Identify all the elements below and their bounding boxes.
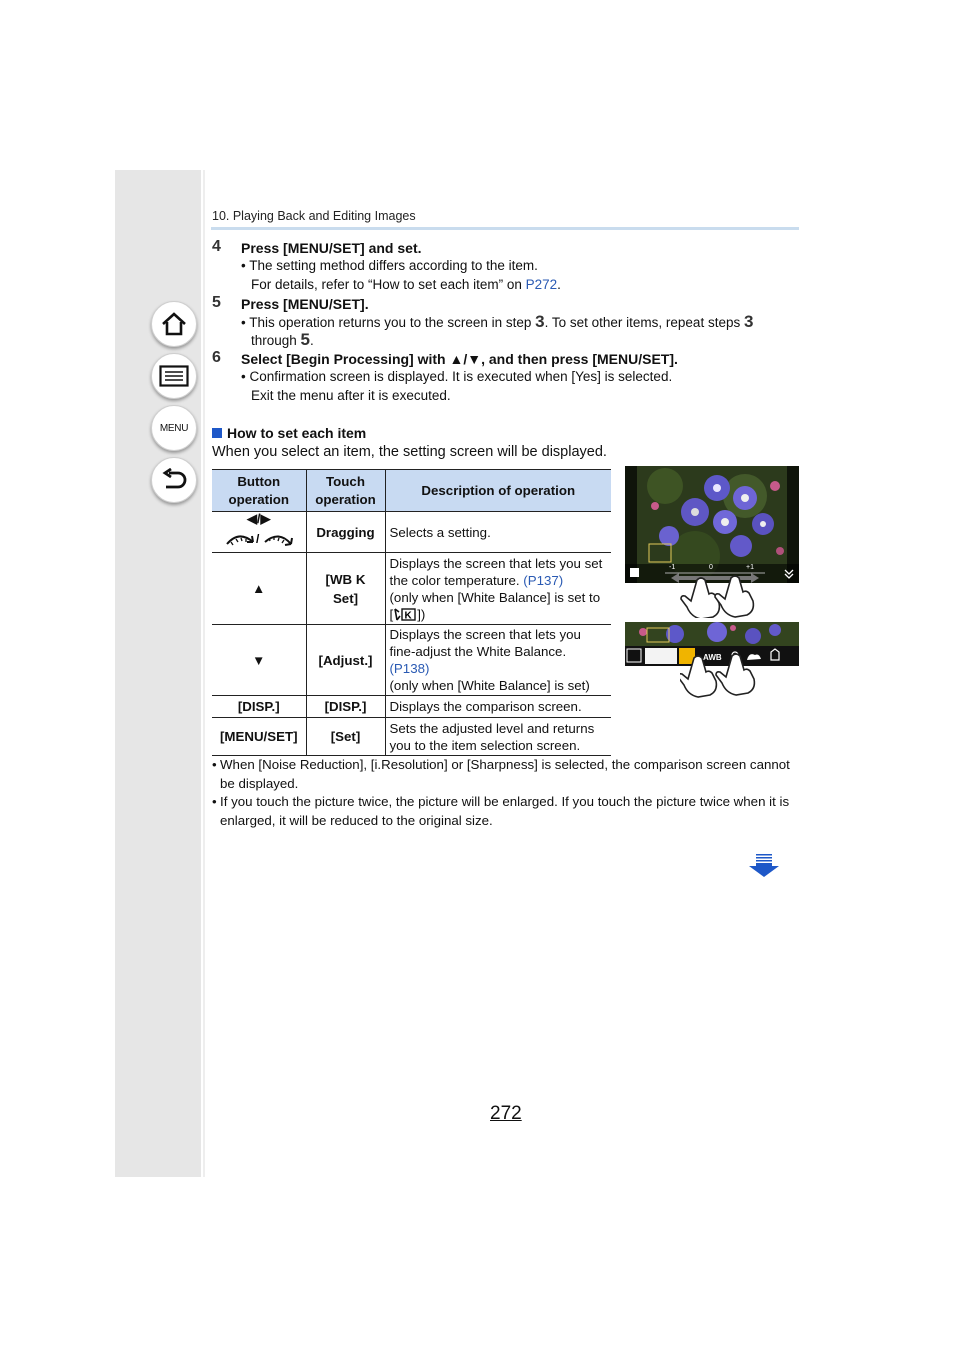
- desc-fine-adjust: [385, 625, 611, 696]
- step-6-number: 6: [212, 349, 221, 366]
- table-row: [212, 553, 611, 625]
- desc-fine-adjust-text: Displays the screen that lets you fine-adjust the White Balance.: [389, 627, 581, 659]
- desc-color-temp-text: Displays the screen that lets you set the color temperature.: [389, 555, 603, 588]
- touch-wb-k-set: [306, 553, 385, 625]
- touch-wb-k-set-text: [WB K Set]: [325, 571, 366, 606]
- p272-link[interactable]: P272: [525, 277, 558, 292]
- scale-label-minus-1: -1: [669, 564, 676, 571]
- step-6-bullet: • Confirmation screen is displayed. It is executed when [Yes] is selected.: [241, 369, 673, 384]
- menu-button[interactable]: [151, 405, 197, 451]
- home-button[interactable]: [151, 301, 197, 347]
- scale-label-0: 0: [709, 564, 713, 571]
- note-text-2: If you touch the picture twice, the picture will be enlarged. If you touch the picture twice when it is enlarged, it will be reduced to the original size.: [220, 794, 790, 828]
- table-row: [212, 512, 611, 553]
- step-4-ref: For details, refer to “How to set each item” on P272.: [251, 277, 561, 292]
- back-icon: [160, 468, 188, 492]
- button-down: ▼: [212, 625, 306, 696]
- section-title: [212, 425, 366, 441]
- notes: [212, 756, 802, 830]
- step-ref-5: 5: [300, 330, 311, 349]
- dial-icon: [223, 526, 295, 548]
- header-touch-operation: Touch operation: [306, 470, 385, 512]
- step-4-number: 4: [212, 238, 221, 255]
- menu-label: MENU: [159, 422, 189, 434]
- page-number: 272: [490, 1103, 522, 1124]
- scale-label-plus-1: +1: [746, 564, 754, 571]
- touch-disp: [DISP.]: [306, 696, 385, 718]
- step-5-text-d: .: [310, 333, 314, 348]
- header-description: Description of operation: [385, 470, 611, 512]
- contents-button[interactable]: [151, 353, 197, 399]
- p137-link[interactable]: (P137): [523, 572, 564, 588]
- step-4-title: Press [MENU/SET] and set.: [241, 240, 422, 256]
- section-intro: When you select an item, the setting screen will be displayed.: [212, 444, 607, 460]
- step-5-line2: [251, 330, 314, 350]
- note-text-1: When [Noise Reduction], [i.Resolution] or [Sharpness] is selected, the comparison screen cannot be displayed.: [220, 757, 790, 791]
- next-page-arrow-icon[interactable]: [748, 853, 780, 879]
- step-5-text-b: . To set other items, repeat steps: [544, 315, 744, 330]
- step-5-title: Press [MENU/SET].: [241, 296, 369, 312]
- button-disp: [DISP.]: [212, 696, 306, 718]
- button-cell-left-right: [212, 512, 306, 553]
- section-title-text: How to set each item: [227, 425, 367, 441]
- sidebar-divider: [203, 170, 205, 1177]
- touch-set: [Set]: [306, 718, 385, 756]
- tap-hands-icon: [680, 650, 770, 700]
- step-5-bullet: • This operation returns you to the screen in step 3. To set other items, repeat steps 3: [241, 312, 754, 331]
- desc-set-level: Sets the adjusted level and returns you to the item selection screen.: [385, 718, 611, 756]
- step-4-bullet: • The setting method differs according to the item.: [241, 258, 538, 273]
- step-4-text-1: The setting method differs according to the item.: [249, 258, 538, 273]
- desc-color-temp: [385, 553, 611, 625]
- table-row: [212, 718, 611, 756]
- note-item: • When [Noise Reduction], [i.Resolution] or [Sharpness] is selected, the comparison screen cannot be displayed.: [212, 757, 790, 791]
- back-button[interactable]: [151, 457, 197, 503]
- touch-adjust: [Adjust.]: [306, 625, 385, 696]
- touch-dragging: Dragging: [306, 512, 385, 553]
- section-bullet-icon: [212, 428, 222, 438]
- drag-hands-icon: [645, 566, 785, 618]
- svg-text:K: K: [404, 610, 412, 621]
- operation-table: [212, 469, 611, 756]
- desc-comparison: Displays the comparison screen.: [385, 696, 611, 718]
- table-header-row: [212, 470, 611, 512]
- step-6-text-2: Exit the menu after it is executed.: [251, 388, 451, 403]
- wb-k-icon: [393, 608, 417, 621]
- table-row: [212, 696, 611, 718]
- list-icon: [159, 365, 189, 387]
- p138-link[interactable]: (P138): [389, 661, 430, 676]
- header-rule: [211, 227, 799, 230]
- desc-color-temp-end: ]): [417, 606, 426, 622]
- awb-label: AWB: [703, 653, 722, 662]
- button-up: ▲: [212, 553, 306, 625]
- desc-fine-adjust-cond: (only when [White Balance] is set): [389, 678, 590, 693]
- svg-text:/: /: [255, 532, 260, 546]
- step-6-title: Select [Begin Processing] with ▲/▼, and then press [MENU/SET].: [241, 351, 678, 367]
- table-row: [212, 625, 611, 696]
- step-5-text-a: This operation returns you to the screen in step: [249, 315, 536, 330]
- header-button-operation: Button operation: [212, 470, 306, 512]
- left-right-arrows: ◀/▶: [246, 511, 271, 526]
- step-6-text-1: Confirmation screen is displayed. It is executed when [Yes] is selected.: [249, 369, 673, 384]
- home-icon: [160, 311, 188, 337]
- step-5-text-c: through: [251, 333, 301, 348]
- button-menu-set: [MENU/SET]: [212, 718, 306, 756]
- step-5-number: 5: [212, 294, 221, 311]
- step-ref-3: 3: [535, 312, 545, 331]
- desc-color-temp-cond: (only when [White Balance] is set to [: [389, 589, 601, 622]
- chapter-header: 10. Playing Back and Editing Images: [212, 209, 416, 223]
- step-4-text-2: For details, refer to “How to set each item” on: [251, 277, 526, 292]
- desc-selects-setting: Selects a setting.: [385, 512, 611, 553]
- note-item: • If you touch the picture twice, the picture will be enlarged. If you touch the picture twice when it is enlarged, it will be reduced to the original size.: [212, 794, 790, 828]
- step-ref-3b: 3: [743, 312, 754, 331]
